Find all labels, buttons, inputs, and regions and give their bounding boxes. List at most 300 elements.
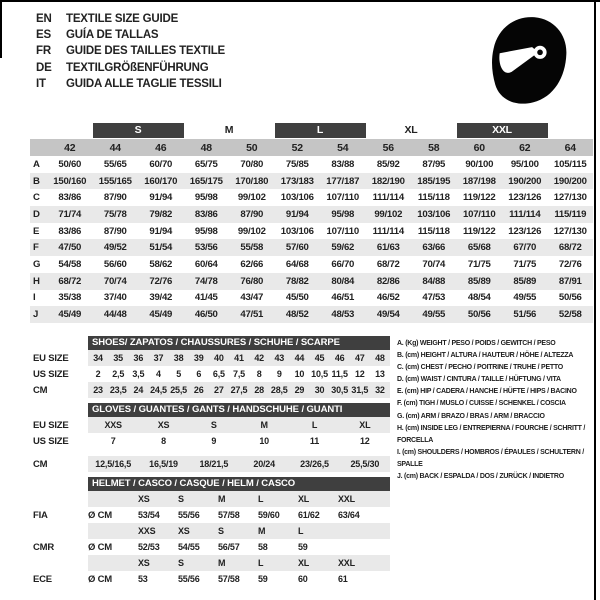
language-code: IT [36,77,46,90]
shoes-row-values [88,366,390,382]
measure-value: 85/92 [376,158,400,170]
textile-size-table [30,121,593,323]
size-number: 56 [382,141,394,154]
measure-value: 50/56 [558,292,582,304]
measure-value: 60/70 [149,158,173,170]
measure-value: 91/94 [149,192,173,204]
measure-value: 70/74 [422,258,446,270]
helmet-value: 63/64 [338,510,360,520]
helmet-value: XL [298,494,310,504]
measure-value: 49/52 [103,242,127,254]
gloves-value: XS [157,420,170,430]
language-code: DE [36,61,52,74]
shoes-value: 8 [256,369,262,379]
measure-value: 51/56 [513,309,537,321]
language-label: TEXTILE SIZE GUIDE [66,13,179,25]
measure-value: 182/190 [371,175,405,187]
measure-value: 50/56 [467,309,491,321]
helmet-value: 55/56 [178,510,200,520]
language-label: GUIDA ALLE TAGLIE TESSILI [66,77,222,90]
legend-item-c: C. (cm) CHEST / PECHO / POITRINE / TRUHE / PETTO [397,364,564,372]
helmet-row-values [88,507,390,523]
measure-value: 78/82 [285,275,309,287]
measure-value: 79/82 [149,208,173,220]
size-group-l: L [275,123,366,138]
shoes-row-values [88,350,390,366]
measure-value: 115/118 [417,192,450,204]
gloves-row-values [88,456,390,472]
shoes-value: 5 [176,369,181,379]
measure-value: 68/72 [376,258,400,270]
measure-value: 85/89 [513,275,537,287]
shoes-value: 31,5 [351,385,369,395]
measure-value: 87/90 [103,192,127,204]
measure-value: 119/122 [463,192,496,204]
helmet-value: 59 [258,574,268,584]
measure-row-b [30,173,593,190]
measure-value: 155/165 [98,175,132,187]
measure-value: 107/110 [463,208,496,220]
size-number: 48 [200,141,212,154]
measure-value: 65/68 [467,242,491,254]
helmet-value: 55/56 [178,574,200,584]
measure-value: 103/106 [280,225,314,237]
language-label: GUÍA DE TALLAS [66,29,159,42]
measure-value: 49/55 [513,292,537,304]
measure-value: 75/85 [285,158,309,170]
language-row [36,76,225,92]
page-border-left [0,0,2,58]
helmet-row-2 [33,523,390,539]
helmet-row-4 [33,555,390,571]
shoes-value: 28 [254,385,264,395]
measure-value: 46/51 [331,292,355,304]
measure-row-c [30,189,593,206]
measure-row-i [30,290,593,307]
measure-value: 50/60 [58,158,82,170]
helmet-row-values [88,571,390,587]
measure-value: 165/175 [189,175,223,187]
measure-value: 53/56 [194,242,218,254]
gloves-value: L [311,420,318,430]
helmet-value: 59 [298,542,308,552]
shoes-value: 42 [254,353,264,363]
gloves-value: 16,5/19 [149,459,178,469]
language-row [36,11,225,27]
gloves-value: 23/26,5 [300,459,329,469]
helmet-row-0 [33,491,390,507]
row-letter: D [33,208,40,220]
measure-value: 44/48 [103,309,127,321]
size-number: 46 [155,141,167,154]
helmet-value: 58 [258,542,268,552]
measure-value: 48/52 [285,309,309,321]
shoes-value: 28,5 [270,385,288,395]
language-label: GUIDE DES TAILLES TEXTILE [66,45,225,58]
measure-value: 70/80 [240,158,264,170]
measure-value: 62/66 [240,258,264,270]
measure-row-h [30,273,593,290]
measure-value: 49/55 [422,309,446,321]
row-letter: F [33,242,39,254]
shoes-value: 24,5 [150,385,167,395]
shoes-value: 43 [274,353,285,363]
shoes-row-label: EU SIZE [33,352,69,364]
measure-value: 72/76 [558,258,582,270]
language-row [36,43,225,59]
measure-value: 76/80 [240,275,264,287]
shoes-row-label: CM [33,384,48,396]
measure-value: 71/75 [467,258,491,270]
size-number: 42 [64,141,76,154]
language-header [36,11,225,92]
helmet-row-values [88,539,390,555]
size-number-row [30,139,593,156]
helmet-value: 54/55 [178,542,200,552]
helmet-value: 56/57 [218,542,240,552]
measure-value: 103/106 [417,208,451,220]
helmet-row-values [88,491,390,507]
measure-value: 35/38 [58,292,82,304]
shoes-value: 10 [294,369,305,379]
measure-value: 95/100 [510,158,539,170]
gloves-row-2 [33,456,390,472]
measure-row-f [30,239,593,256]
gloves-title: GLOVES / GUANTES / GANTS / HANDSCHUHE / GUANTI [88,403,390,417]
shoes-value: 40 [214,353,224,363]
helmet-value: 57/58 [218,574,240,584]
diameter-cm-label: Ø CM [88,541,113,553]
measure-row-d [30,206,593,223]
measure-value: 187/198 [462,175,496,187]
helmet-value: XXL [338,558,355,568]
gloves-value: 20/24 [253,459,275,469]
shoes-value: 6,5 [212,369,225,379]
shoes-rows [33,350,390,398]
measure-value: 71/74 [58,208,82,220]
measure-value: 160/170 [144,175,178,187]
measure-value: 45/50 [285,292,309,304]
shoes-value: 25,5 [170,385,187,395]
measure-value: 111/114 [372,225,404,237]
size-number: 64 [564,141,576,154]
helmet-value: S [218,526,224,536]
measure-value: 47/53 [422,292,446,304]
measure-value: 85/89 [467,275,491,287]
measure-value: 43/47 [240,292,264,304]
helmet-value: XXS [138,526,156,536]
helmet-value: XXL [338,494,355,504]
gloves-row-1 [33,433,390,449]
measure-value: 71/75 [513,258,537,270]
shoes-value: 9 [276,369,282,379]
measure-value: 107/110 [326,225,359,237]
shoes-row-0 [33,350,390,366]
shoes-value: 2 [95,369,101,379]
helmet-row-label [33,491,88,507]
lower-sections [33,336,390,587]
size-number: 52 [291,141,303,154]
row-letter: H [33,275,40,287]
language-code: EN [36,13,52,25]
shoes-value: 3,5 [132,369,145,379]
page-border-right [594,0,596,600]
shoes-value: 13 [375,369,385,379]
measure-value: 49/54 [376,309,400,321]
row-letter: E [33,225,40,237]
measure-value: 170/180 [235,175,269,187]
gloves-value: 12 [360,436,370,446]
helmet-row-3 [33,539,390,555]
measure-value: 87/91 [558,275,582,287]
measure-value: 90/100 [465,158,494,170]
measure-value: 48/54 [467,292,491,304]
shoes-value: 35 [113,353,123,363]
helmet-value: XL [298,558,310,568]
legend-item-a: A. (Kg) WEIGHT / PESO / POIDS / GEWITCH / PESO [397,340,556,347]
helmet-value: 59/60 [258,510,280,520]
measure-value: 87/90 [240,208,264,220]
shoes-value: 34 [93,353,103,363]
measure-value: 83/88 [331,158,355,170]
language-code: FR [36,45,51,58]
measure-value: 83/86 [58,225,82,237]
legend-item-j: J. (cm) BACK / ESPALDA / DOS / ZURÜCK / INDIETRO [397,473,564,481]
measure-value: 99/102 [374,208,403,220]
measure-value: 72/76 [149,275,173,287]
measure-value: 57/60 [285,242,309,254]
language-list [36,11,225,92]
shoes-value: 38 [173,353,184,363]
helmet-value: 61/62 [298,510,320,520]
measure-value: 55/65 [103,158,127,170]
gloves-value: 18/21,5 [199,459,229,469]
helmet-row-1 [33,507,390,523]
measure-value: 95/98 [194,225,218,237]
measure-value: 99/102 [237,192,266,204]
shoes-table [33,336,390,398]
helmet-value: XS [138,494,150,504]
measure-value: 70/74 [103,275,127,287]
gloves-value: 11 [309,436,320,446]
measure-value: 83/86 [194,208,218,220]
gloves-row-values [88,433,390,449]
measure-value: 66/70 [331,258,355,270]
size-number: 44 [109,141,121,154]
racing-helmet-icon [482,12,570,112]
helmet-row-values [88,555,390,571]
size-number: 58 [428,141,440,154]
legend-item-g: G. (cm) ARM / BRAZO / BRAS / ARM / BRACCIO [397,412,545,420]
measure-value: 103/106 [280,192,314,204]
gloves-row-label: EU SIZE [33,419,69,431]
helmet-value: M [218,558,226,568]
shoes-value: 30,5 [331,385,349,395]
size-group-xl: XL [404,123,418,136]
helmet-row-label: ECE [33,573,52,585]
shoes-value: 27 [214,385,224,395]
helmet-value: XS [138,558,150,568]
measure-value: 83/86 [58,192,82,204]
diameter-cm-label: Ø CM [88,509,113,521]
measure-value: 91/94 [285,208,309,220]
shoes-row-label: US SIZE [33,368,69,380]
measure-value: 47/51 [240,309,264,321]
measure-value: 80/84 [331,275,355,287]
row-letter: J [33,309,39,321]
size-number: 62 [519,141,531,154]
gloves-value: 12,5/16,5 [95,459,132,469]
gloves-row-0 [33,417,390,433]
measure-value: 95/98 [331,208,355,220]
measure-value: 185/195 [417,175,451,187]
measure-value: 39/42 [149,292,173,304]
helmet-value: L [258,494,264,504]
row-letter: C [33,192,40,204]
shoes-value: 24 [133,385,144,395]
gloves-value: 9 [211,436,217,446]
shoes-value: 7,5 [233,369,245,379]
shoes-value: 37 [153,353,164,363]
measure-value: 67/70 [513,242,537,254]
gloves-value: 8 [161,436,166,446]
gloves-value: 7 [110,436,116,446]
helmet-row-values [88,523,390,539]
helmet-value: 53/54 [138,510,160,520]
gloves-row-label: CM [33,458,48,470]
shoes-value: 27,5 [230,385,248,395]
language-label: TEXTILGRÖßENFÜHRUNG [66,61,209,74]
shoes-value: 2,5 [112,369,125,379]
helmet-row-label [33,555,88,571]
measurement-legend [397,338,597,483]
measure-value: 37/40 [103,292,127,304]
shoes-row-2 [33,382,390,398]
shoes-value: 36 [133,353,144,363]
shoes-value: 45 [314,353,325,363]
measure-value: 190/200 [508,175,542,187]
helmet-value: 61 [338,574,348,584]
measure-value: 51/54 [149,242,173,254]
helmet-value: M [258,526,266,536]
size-number: 60 [473,141,485,154]
measure-value: 105/115 [554,158,587,170]
legend-item-f: F. (cm) TIGH / MUSLO / CUISSE / SCHENKEL / COSCIA [397,400,566,408]
language-row [36,60,225,76]
measure-value: 64/68 [285,258,309,270]
shoes-value: 23 [93,385,103,395]
row-letter: A [33,158,40,170]
measure-value: 74/78 [194,275,218,287]
gloves-value: 10 [259,436,269,446]
measure-row-e [30,223,593,240]
measure-value: 45/49 [149,309,173,321]
measure-value: 45/49 [58,309,82,321]
measure-value: 123/126 [508,225,542,237]
measure-value: 127/130 [553,192,587,204]
measure-value: 123/126 [508,192,542,204]
helmet-value: 52/53 [138,542,160,552]
shoes-value: 23,5 [109,385,127,395]
shoes-value: 46 [334,353,345,363]
shoes-value: 41 [234,353,244,363]
measure-value: 75/78 [103,208,127,220]
helmet-value: S [178,494,184,504]
shoes-row-values [88,382,390,398]
size-group-s: S [93,123,184,138]
legend-item-i: I. (cm) SHOULDERS / HOMBROS / ÉPAULES / SCHULTERN / SPALLE [397,448,584,468]
measure-value: 58/62 [149,258,173,270]
size-group-xxl: XXL [457,123,548,138]
row-letter: I [33,292,36,304]
helmet-value: 57/58 [218,510,240,520]
helmet-table [33,477,390,587]
gloves-value: XXS [104,420,122,430]
language-code: ES [36,29,51,42]
measure-value: 91/94 [149,225,173,237]
measure-value: 46/52 [376,292,400,304]
helmet-row-label: CMR [33,541,55,553]
measure-value: 119/122 [463,225,496,237]
helmet-value: 53 [138,574,148,584]
size-number: 50 [246,141,258,154]
measure-value: 115/119 [554,208,587,220]
measure-value: 52/58 [558,309,582,321]
measure-value: 59/62 [331,242,355,254]
shoes-value: 32 [375,385,385,395]
shoes-value: 30 [314,385,325,395]
gloves-rows [33,417,390,472]
gloves-row-values [88,417,390,433]
gloves-table [33,403,390,472]
measure-value: 190/200 [553,175,587,187]
measure-value: 111/114 [509,208,541,220]
helmet-value: L [258,558,264,568]
legend-item-e: E. (cm) HIP / CADERA / HANCHE / HÜFTE / HIPS / BACINO [397,388,577,396]
shoes-value: 12 [354,369,365,379]
shoes-value: 6 [196,369,202,379]
diameter-cm-label: Ø CM [88,573,113,585]
measure-value: 46/50 [194,309,218,321]
helmet-row-label: FIA [33,509,48,521]
helmet-value: XS [178,526,190,536]
measure-value: 84/88 [422,275,446,287]
measure-value: 56/60 [103,258,127,270]
measure-value: 87/90 [103,225,127,237]
shoes-value: 44 [294,353,305,363]
shoes-value: 47 [354,353,365,363]
row-letter: B [33,175,40,187]
helmet-value: M [218,494,226,504]
measure-value: 48/53 [331,309,355,321]
shoes-value: 26 [193,385,204,395]
measure-value: 173/183 [280,175,314,187]
language-row [36,27,225,43]
helmet-value: 60 [298,574,308,584]
measure-value: 82/86 [376,275,400,287]
size-group-row [30,121,593,139]
measure-value: 111/114 [372,192,404,204]
measure-value: 68/72 [558,242,582,254]
helmet-title: HELMET / CASCO / CASQUE / HELM / CASCO [88,477,390,491]
measure-value: 87/95 [422,158,446,170]
shoes-row-1 [33,366,390,382]
gloves-value: XL [359,420,371,430]
measure-value: 107/110 [326,192,359,204]
gloves-row-label: US SIZE [33,435,69,447]
measure-row-a [30,156,593,173]
legend-item-d: D. (cm) WAIST / CINTURA / TAILLE / HÜFTUNG / VITA [397,376,561,384]
